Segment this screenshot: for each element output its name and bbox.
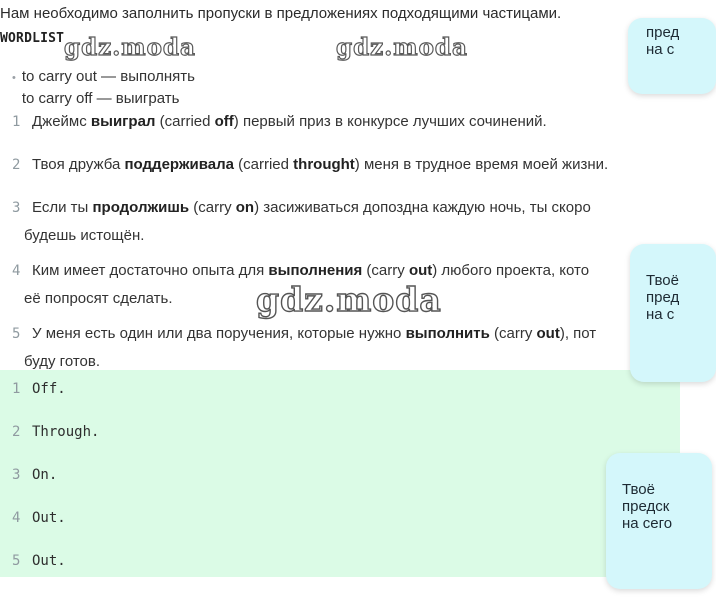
bubble-text: предск	[622, 498, 670, 515]
exercise-text: У меня есть один или два поручения, которые нужно	[32, 325, 406, 342]
exercise-text: Твоя дружба	[32, 156, 125, 173]
exercise-text: Ким имеет достаточно опыта для	[32, 262, 269, 279]
wordlist-item-text: to carry off — выиграть	[21, 90, 180, 107]
answer-number: 5	[12, 553, 21, 569]
exercise-text: (carried	[155, 113, 215, 130]
exercise-list	[12, 108, 712, 376]
exercise-text: (carried	[233, 156, 294, 173]
exercise-text-line2: будешь истощён.	[24, 227, 145, 244]
bubble-text: Твоё	[646, 272, 679, 289]
prediction-bubble[interactable]	[630, 244, 716, 382]
exercise-text: Джеймс	[32, 113, 91, 130]
exercise-particle: out	[536, 325, 560, 342]
exercise-bold: поддерживала	[124, 156, 234, 173]
answer-number: 1	[12, 381, 21, 397]
answer-item	[12, 375, 99, 418]
exercise-text: ), пот	[559, 325, 597, 342]
exercise-number: 3	[12, 200, 21, 216]
watermark-logo: gdz.moda	[336, 34, 468, 61]
bubble-text: на с	[646, 306, 675, 323]
exercise-number: 2	[12, 157, 21, 173]
exercise-bold: продолжишь	[92, 199, 190, 216]
answer-item	[12, 504, 99, 547]
exercise-text: ) меня в трудное время моей жизни.	[354, 156, 609, 173]
exercise-item	[12, 108, 712, 151]
exercise-item	[12, 194, 712, 257]
answer-number: 4	[12, 510, 21, 526]
exercise-particle: off	[214, 113, 234, 130]
answer-item	[12, 461, 99, 504]
exercise-number: 4	[12, 263, 21, 279]
exercise-item	[12, 320, 712, 376]
exercise-number: 1	[12, 114, 21, 130]
answer-item	[12, 547, 99, 590]
watermark-logo: gdz.moda	[64, 34, 196, 61]
bubble-text: на сего	[622, 515, 673, 532]
exercise-text: ) любого проекта, кото	[432, 262, 590, 279]
exercise-text: ) засиживаться допоздна каждую ночь, ты скоро	[254, 199, 591, 216]
exercise-bold: выполнения	[268, 262, 363, 279]
exercise-bold: выиграл	[90, 113, 156, 130]
prediction-bubble[interactable]	[606, 453, 712, 589]
bubble-text: пред	[646, 289, 680, 306]
bubble-text: на с	[646, 41, 675, 58]
bullet-icon: •	[12, 72, 16, 84]
answer-number: 3	[12, 467, 21, 483]
answer-text: On.	[32, 467, 58, 483]
wordlist	[12, 66, 195, 107]
exercise-particle: on	[235, 199, 255, 216]
exercise-bold: выполнить	[405, 325, 490, 342]
answers-panel	[0, 370, 680, 577]
answer-text: Off.	[32, 381, 66, 397]
prediction-bubble[interactable]	[628, 18, 716, 94]
bubble-text: пред	[646, 24, 680, 41]
task-intro: Нам необходимо заполнить пропуски в предложениях подходящими частицами.	[0, 5, 562, 22]
exercise-particle: out	[408, 262, 433, 279]
watermark-logo: gdz.moda	[256, 280, 442, 319]
exercise-item	[12, 151, 712, 194]
answer-text: Through.	[32, 424, 100, 440]
wordlist-item	[12, 66, 195, 88]
exercise-particle: throught	[293, 156, 355, 173]
wordlist-heading: WORDLIST	[0, 31, 65, 46]
answer-number: 2	[12, 424, 21, 440]
answer-text: Out.	[32, 553, 66, 569]
answer-text: Out.	[32, 510, 66, 526]
answer-item	[12, 418, 99, 461]
exercise-text-line2: её попросят сделать.	[24, 290, 173, 307]
bubble-text: Твоё	[622, 481, 655, 498]
wordlist-item-text: to carry out — выполнять	[21, 68, 195, 85]
exercise-text: ) первый приз в конкурсе лучших сочинений.	[233, 113, 547, 130]
exercise-text: (carry	[362, 262, 409, 279]
exercise-number: 5	[12, 326, 21, 342]
exercise-text: (carry	[489, 325, 537, 342]
exercise-text-line2: буду готов.	[24, 353, 101, 370]
exercise-text: Если ты	[32, 199, 93, 216]
answers-list	[12, 375, 99, 590]
wordlist-item	[12, 88, 195, 107]
exercise-text: (carry	[189, 199, 236, 216]
